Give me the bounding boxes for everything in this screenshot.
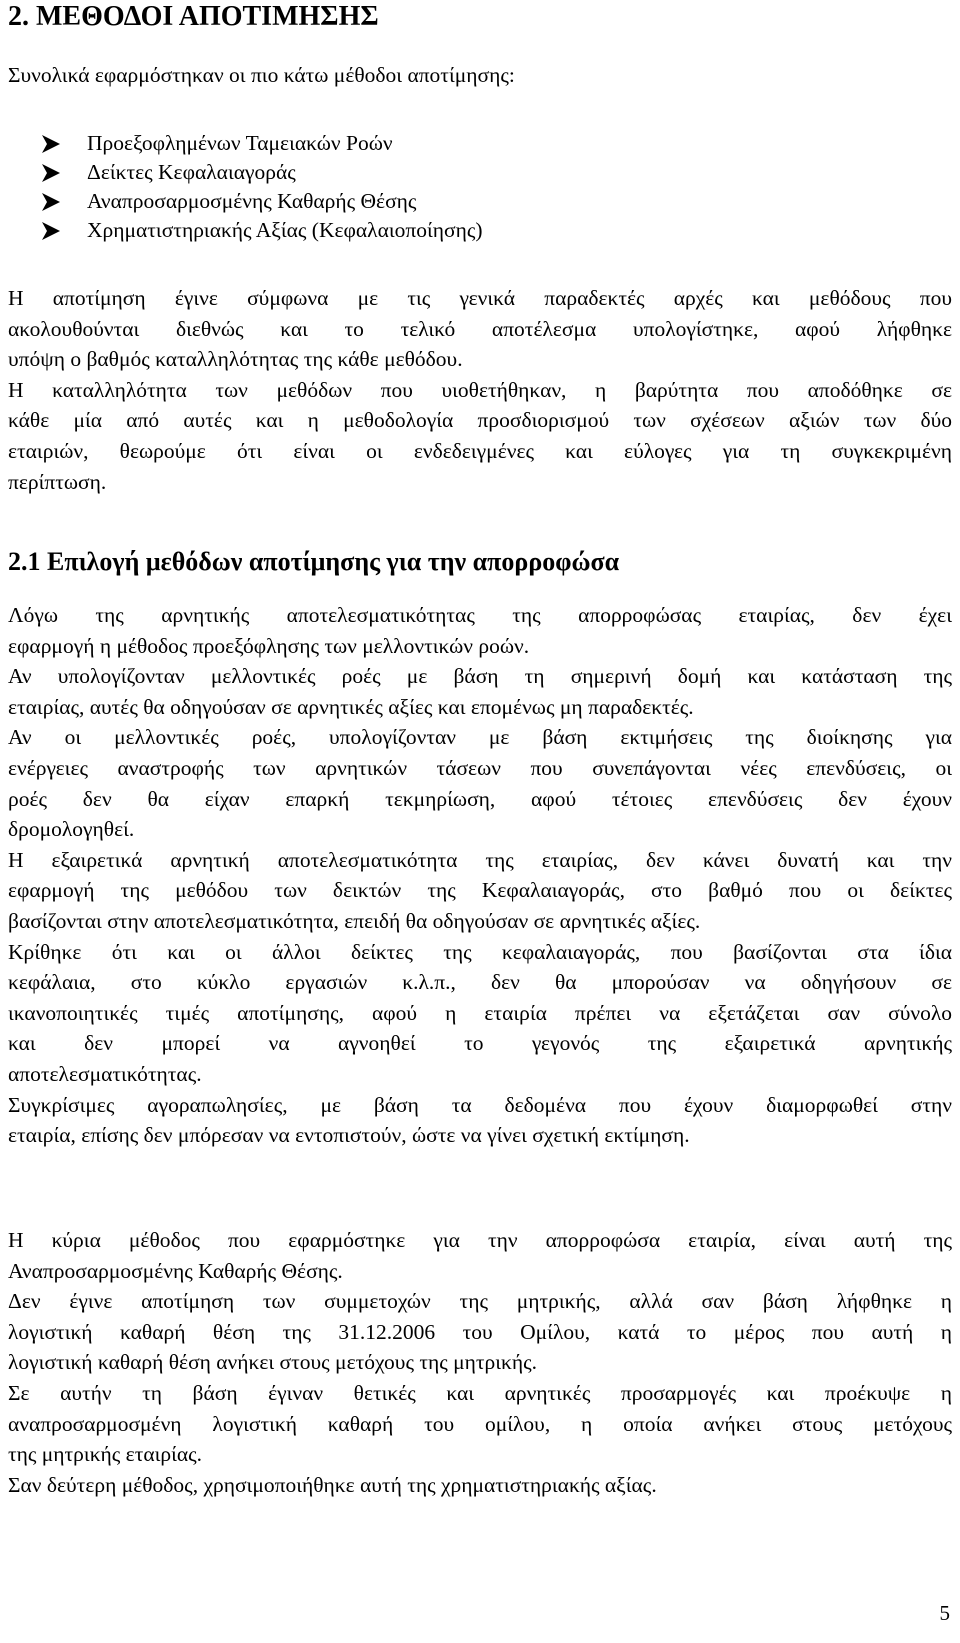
text-line: Η κύρια μέθοδος που εφαρμόστηκε για την απορροφώσα εταιρία, είναι αυτή της bbox=[8, 1228, 952, 1252]
text-line: Η καταλληλότητα των μεθόδων που υιοθετήθηκαν, η βαρύτητα που αποδόθηκε σε bbox=[8, 377, 952, 402]
text-line: και δεν μπορεί να αγνοηθεί το γεγονός της εξαιρετικά αρνητικής bbox=[8, 1031, 952, 1056]
text-line: Σαν δεύτερη μέθοδος, χρησιμοποιήθηκε αυτή της χρηματιστηριακής αξίας. bbox=[8, 1472, 657, 1497]
text-line: Συγκρίσιμες αγοραπωλησίες, με βάση τα δεδομένα που έχουν διαμορφωθεί στην bbox=[8, 1092, 952, 1117]
list-item-label: Αναπροσαρμοσμένης Καθαρής Θέσης bbox=[87, 189, 417, 213]
text-line: ικανοποιητικές τιμές αποτίμησης, αφού η εταιρία πρέπει να εξετάζεται σαν σύνολο bbox=[8, 1000, 952, 1025]
arrow-bullet-icon bbox=[40, 158, 62, 187]
text-line: λογιστική καθαρή θέση της 31.12.2006 του Ομίλου, κατά το μέρος που αυτή η bbox=[8, 1319, 952, 1344]
text-line: Λόγω της αρνητικής αποτελεσματικότητας της απορροφώσας εταιρίας, δεν έχει bbox=[8, 603, 952, 627]
text-line: περίπτωση. bbox=[8, 469, 107, 494]
text-line: εταιρία, επίσης δεν μπόρεσαν να εντοπιστούν, ώστε να γίνει σχετική εκτίμηση. bbox=[8, 1123, 690, 1148]
text-line: εφαρμογή της μεθόδου των δεικτών της Κεφαλαιαγοράς, στο βαθμό που οι δείκτες bbox=[8, 878, 952, 903]
text-line: υπόψη ο βαθμός καταλληλότητας της κάθε μεθόδου. bbox=[8, 347, 463, 372]
paragraph-block-general bbox=[8, 283, 952, 497]
page-number: 5 bbox=[939, 1601, 950, 1625]
paragraph-block-methods-selection bbox=[8, 600, 952, 1151]
text-line: Η αποτίμηση έγινε σύμφωνα με τις γενικά παραδεκτές αρχές και μεθόδους που bbox=[8, 286, 952, 310]
list-item bbox=[40, 158, 483, 187]
text-line: εταιριών, θεωρούμε ότι είναι οι ενδεδειγμένες και εύλογες για τη συγκεκριμένη bbox=[8, 438, 952, 463]
text-line: κεφάλαια, στο κύκλο εργασιών κ.λ.π., δεν θα μπορούσαν να οδηγήσουν σε bbox=[8, 970, 952, 995]
text-line: αποτελεσματικότητας. bbox=[8, 1061, 202, 1086]
text-line: ροές δεν θα είχαν επαρκή τεκμηρίωση, αφού τέτοιες επενδύσεις δεν έχουν bbox=[8, 786, 952, 811]
text-line: Αν υπολογίζονταν μελλοντικές ροές με βάση τη σημερινή δομή και κατάσταση της bbox=[8, 664, 952, 689]
text-line: Η εξαιρετικά αρνητική αποτελεσματικότητα της εταιρίας, δεν κάνει δυνατή και την bbox=[8, 847, 952, 872]
text-line: Αναπροσαρμοσμένης Καθαρής Θέσης. bbox=[8, 1258, 343, 1283]
subsection-heading: 2.1 Επιλογή μεθόδων αποτίμησης για την απορροφώσα bbox=[8, 547, 620, 576]
text-line: εφαρμογή η μέθοδος προεξόφλησης των μελλοντικών ροών. bbox=[8, 633, 530, 658]
list-item-label: Προεξοφλημένων Ταμειακών Ροών bbox=[87, 131, 393, 155]
text-line: ακολουθούνται διεθνώς και το τελικό αποτέλεσμα υπολογίστηκε, αφού λήφθηκε bbox=[8, 316, 952, 341]
list-item bbox=[40, 216, 483, 245]
arrow-bullet-icon bbox=[40, 129, 62, 158]
list-item bbox=[40, 187, 483, 216]
text-line: βασίζονται στην αποτελεσματικότητα, επειδή θα οδηγούσαν σε αρνητικές αξίες. bbox=[8, 908, 701, 933]
list-item-label: Δείκτες Κεφαλαιαγοράς bbox=[87, 160, 296, 184]
list-item-label: Χρηματιστηριακής Αξίας (Κεφαλαιοποίησης) bbox=[87, 218, 483, 242]
text-line: αναπροσαρμοσμένη λογιστική καθαρή του ομίλου, η οποία ανήκει στους μετόχους bbox=[8, 1411, 952, 1436]
intro-text: Συνολικά εφαρμόστηκαν οι πιο κάτω μέθοδοι αποτίμησης: bbox=[8, 63, 515, 87]
arrow-bullet-icon bbox=[40, 187, 62, 216]
text-line: κάθε μία από αυτές και η μεθοδολογία προσδιορισμού των σχέσεων αξιών των δύο bbox=[8, 408, 952, 433]
paragraph-block-main-method bbox=[8, 1225, 952, 1500]
text-line: ενέργειες αναστροφής των αρνητικών τάσεων που συνεπάγονται νέες επενδύσεις, οι bbox=[8, 755, 952, 780]
arrow-bullet-icon bbox=[40, 216, 62, 245]
section-heading: 2. ΜΕΘΟΔΟΙ ΑΠΟΤΙΜΗΣΗΣ bbox=[8, 1, 379, 32]
text-line: Αν οι μελλοντικές ροές, υπολογίζονταν με βάση εκτιμήσεις της διοίκησης για bbox=[8, 725, 952, 750]
text-line: δρομολογηθεί. bbox=[8, 817, 135, 842]
text-line: της μητρικής εταιρίας. bbox=[8, 1442, 203, 1467]
text-line: λογιστική καθαρή θέση ανήκει στους μετόχους της μητρικής. bbox=[8, 1350, 538, 1375]
methods-list bbox=[40, 129, 483, 245]
text-line: εταιρίας, αυτές θα οδηγούσαν σε αρνητικές αξίες και επομένως μη παραδεκτές. bbox=[8, 694, 694, 719]
text-line: Κρίθηκε ότι και οι άλλοι δείκτες της κεφαλαιαγοράς, που βασίζονται στα ίδια bbox=[8, 939, 952, 964]
text-line: Δεν έγινε αποτίμηση των συμμετοχών της μητρικής, αλλά σαν βάση λήφθηκε η bbox=[8, 1289, 952, 1314]
list-item bbox=[40, 129, 483, 158]
text-line: Σε αυτήν τη βάση έγιναν θετικές και αρνητικές προσαρμογές και προέκυψε η bbox=[8, 1380, 952, 1405]
